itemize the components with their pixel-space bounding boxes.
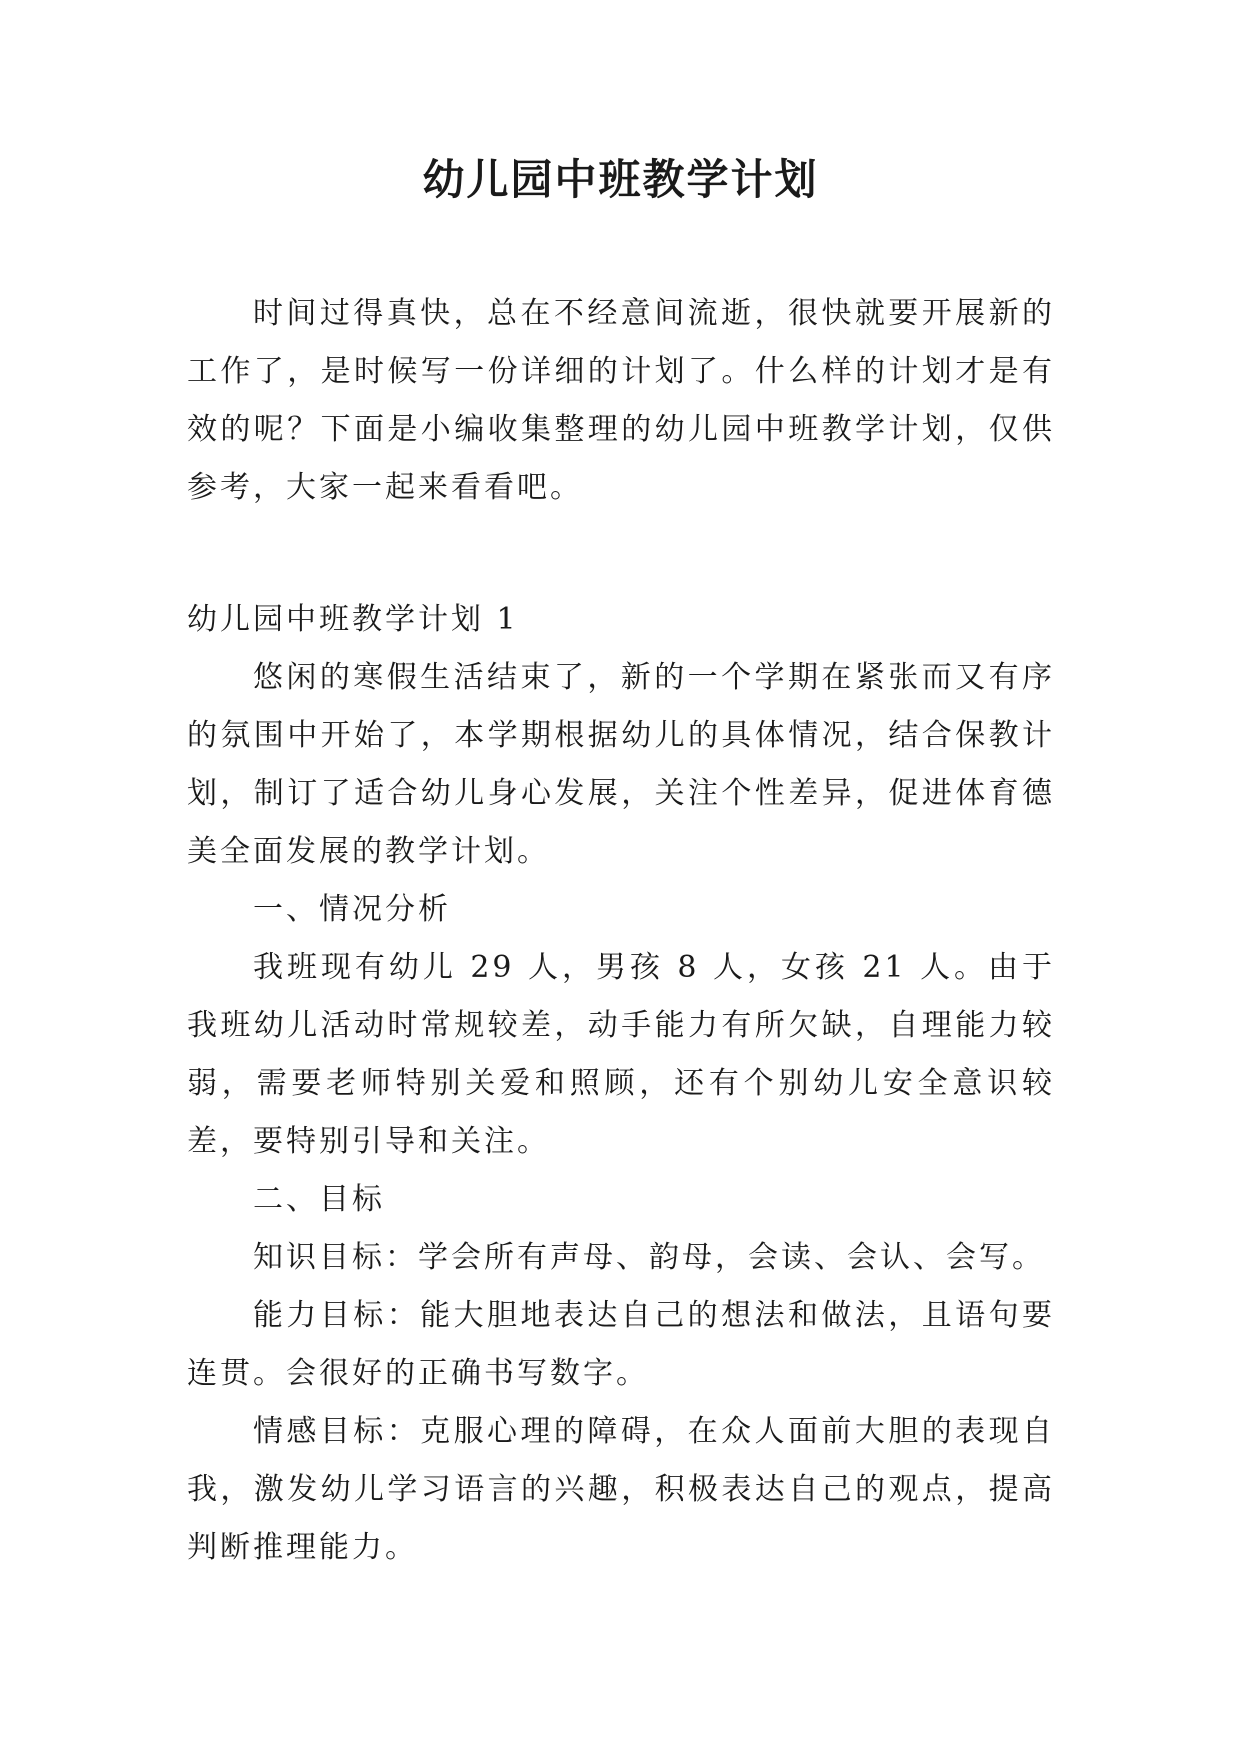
intro-paragraph: 时间过得真快，总在不经意间流逝，很快就要开展新的工作了，是时候写一份详细的计划了。什么样的计划才是有效的呢？下面是小编收集整理的幼儿园中班教学计划，仅供参考，大家一起来看看吧。 [187, 296, 1055, 505]
section-paragraph-1: 悠闲的寒假生活结束了，新的一个学期在紧张而又有序的氛围中开始了，本学期根据幼儿的具体情况，结合保教计划，制订了适合幼儿身心发展，关注个性差异，促进体育德美全面发展的教学计划。 [187, 660, 1055, 869]
goal-emotion: 情感目标：克服心理的障碍，在众人面前大胆的表现自我，激发幼儿学习语言的兴趣，积极表达自己的观点，提高判断推理能力。 [187, 1414, 1055, 1565]
document-body [187, 285, 1055, 1577]
goal-knowledge: 知识目标：学会所有声母、韵母，会读、会认、会写。 [253, 1240, 1045, 1275]
subheading-situation-analysis: 一、情况分析 [253, 892, 451, 927]
goal-ability: 能力目标：能大胆地表达自己的想法和做法，且语句要连贯。会很好的正确书写数字。 [187, 1298, 1055, 1391]
section-heading: 幼儿园中班教学计划 1 [187, 602, 519, 637]
document-title: 幼儿园中班教学计划 [422, 155, 819, 204]
subheading-goals: 二、目标 [253, 1182, 385, 1217]
section-paragraph-2: 我班现有幼儿 29 人，男孩 8 人，女孩 21 人。由于我班幼儿活动时常规较差，动手能力有所欠缺，自理能力较弱，需要老师特别关爱和照顾，还有个别幼儿安全意识较差，要特别引导和关注。 [187, 950, 1055, 1159]
